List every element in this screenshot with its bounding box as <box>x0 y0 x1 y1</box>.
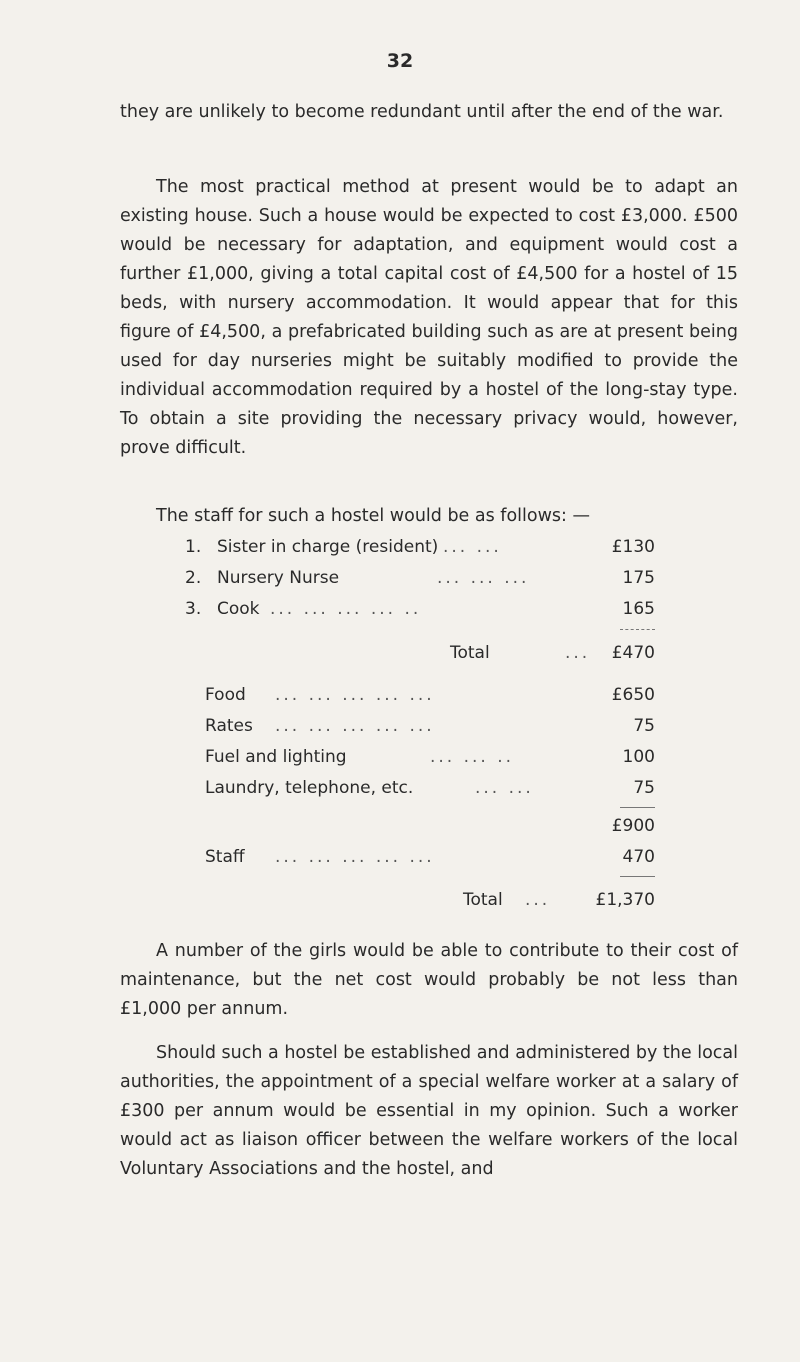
staff-cost-row <box>205 845 655 869</box>
cost-row-value: 75 <box>633 778 655 798</box>
leader-dots: ... <box>565 643 591 663</box>
cost-row <box>205 745 655 769</box>
leader-dots: ... ... ... ... ... <box>275 847 435 867</box>
grand-total-row <box>205 888 655 912</box>
staff-row <box>185 566 655 590</box>
paragraph-cost-method: The most practical method at present would be to adapt an existing house. Such a house would be expected to cost £3,000. £500 would be necessary for adaptation, and equipment would cost a further £1,000, giving a total capital cost of £4,500 for a hostel of 15 beds, with nursery accommodation. It would appear that for this figure of £4,500, a prefabricated building such as are at present being used for day nurseries might be suitably modified to provide the individual accommodation required by a hostel of the long-stay type. To obtain a site providing the necessary privacy would, however, prove difficult. <box>120 177 738 458</box>
staff-row-label: Nursery Nurse <box>217 568 340 588</box>
staff-cost-value: 470 <box>622 847 655 867</box>
staff-total-row <box>185 641 655 665</box>
paragraph-maintenance: A number of the girls would be able to contribute to their cost of maintenance, but the net cost would probably be not less than £1,000 per annum. <box>120 941 738 1019</box>
paragraph-continuation: they are unlikely to become redundant until after the end of the war. <box>120 102 724 122</box>
staff-row <box>185 597 655 621</box>
subtotal-row <box>205 814 655 838</box>
sum-rule <box>620 876 655 877</box>
sum-rule <box>620 629 655 630</box>
page-number: 32 <box>386 50 414 72</box>
leader-dots: ... <box>525 890 551 910</box>
cost-row-label: Fuel and lighting <box>205 747 347 767</box>
staff-row-value: 165 <box>622 599 655 619</box>
staff-row-number: 2. <box>185 568 202 588</box>
subtotal-value: £900 <box>611 816 655 836</box>
leader-dots: ... ... ... ... ... <box>275 716 435 736</box>
grand-total-label: Total <box>463 890 503 910</box>
staff-row-number: 3. <box>185 599 202 619</box>
leader-dots: ... ... ... <box>437 568 530 588</box>
staff-cost-label: Staff <box>205 847 245 867</box>
cost-row-value: 75 <box>633 716 655 736</box>
staff-row-label: Cook <box>217 599 260 619</box>
staff-row-label: Sister in charge (resident) <box>217 537 439 557</box>
paragraph-welfare-worker: Should such a hostel be established and administered by the local authorities, the appointment of a special welfare worker at a salary of £300 per annum would be essential in my opinion. Such a worker would act as liaison officer between the welfare workers of the local Voluntary Associations and the hostel, and <box>120 1043 738 1179</box>
cost-row <box>205 683 655 707</box>
leader-dots: ... ... <box>475 778 534 798</box>
cost-row <box>205 776 655 800</box>
cost-row <box>205 714 655 738</box>
leader-dots: ... ... ... ... ... <box>275 685 435 705</box>
sum-rule <box>620 807 655 808</box>
cost-row-value: 100 <box>622 747 655 767</box>
staff-row-value: 175 <box>622 568 655 588</box>
leader-dots: ... ... ... ... .. <box>270 599 422 619</box>
leader-dots: ... ... <box>443 537 502 557</box>
cost-row-label: Laundry, telephone, etc. <box>205 778 414 798</box>
staff-total-label: Total <box>450 643 490 663</box>
cost-row-value: £650 <box>611 685 655 705</box>
leader-dots: ... ... .. <box>430 747 515 767</box>
staff-row-number: 1. <box>185 537 202 557</box>
staff-row <box>185 535 655 559</box>
paragraph-staff-intro: The staff for such a hostel would be as follows: — <box>156 506 590 526</box>
cost-row-label: Food <box>205 685 246 705</box>
staff-total-value: £470 <box>611 643 655 663</box>
staff-row-value: £130 <box>611 537 655 557</box>
cost-row-label: Rates <box>205 716 253 736</box>
grand-total-value: £1,370 <box>595 890 655 910</box>
